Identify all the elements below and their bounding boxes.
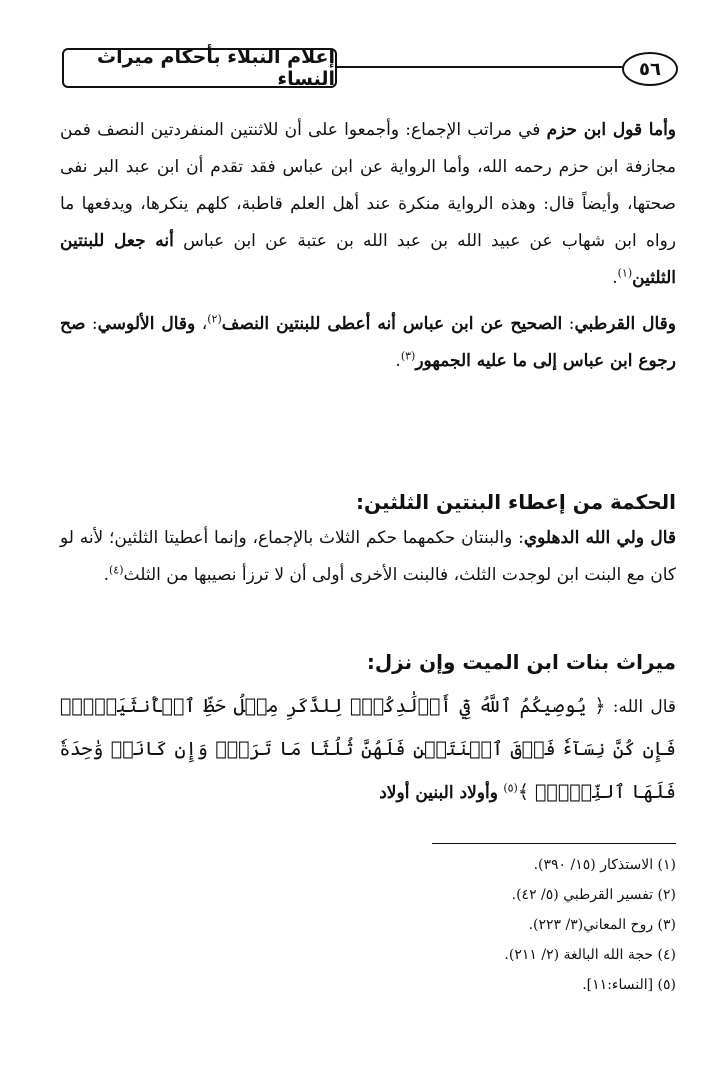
footnote-ref-2: (٢) <box>207 312 222 326</box>
footnotes <box>60 850 676 1000</box>
paragraph-bold: أنه جعل للبنتين الثلثين <box>60 231 676 288</box>
footnote-3: (٣) روح المعاني(٣/ ٢٢٣). <box>528 917 676 933</box>
paragraph-bold: وقال الألوسي <box>97 314 196 334</box>
section-heading-wisdom: الحكمة من إعطاء البنتين الثلثين: <box>356 490 676 514</box>
paragraph-lead: وقال القرطبي <box>574 314 677 334</box>
paragraph-end: . <box>395 351 401 371</box>
paragraph-end: . <box>612 268 618 288</box>
footnote-2: (٢) تفسير القرطبي (٥/ ٤٢). <box>511 887 676 903</box>
paragraph-bold: صح رجوع ابن عباس إلى ما عليه الجمهور <box>60 314 676 371</box>
paragraph-verse <box>60 685 676 814</box>
book-title: إعلام النبلاء بأحكام ميراث النساء <box>96 46 335 90</box>
footnote-ref-3: (٣) <box>400 349 416 363</box>
paragraph-text: ، <box>195 314 208 334</box>
header-rule <box>337 66 623 68</box>
footnote-separator <box>432 843 676 844</box>
footnote-4: (٤) حجة الله البالغة (٢/ ٢١١). <box>504 947 676 963</box>
section-heading-granddaughters: ميراث بنات ابن الميت وإن نزل: <box>366 650 676 674</box>
paragraph-lead: قال ولي الله الدهلوي <box>523 528 676 548</box>
quran-verse: ﴿ يُوصِيكُمُ ٱللَّهُ فِيٓ أَوۡلَٰدِكُمۡۖ لِلذَّكَرِ مِثۡلُ حَظِّ ٱلۡأُنثَيَيۡنِۚ فَإِن كُنَّ نِسَآءٗ فَوۡقَ ٱثۡنَتَيۡنِ فَلَهُنَّ ثُلُثَا مَا تَرَكَۖ وَإِن كَانَتۡ وَٰحِدَةٗ فَلَهَا ٱلنِّصۡفُۚ ﴾ <box>60 695 676 803</box>
paragraph-qurtubi <box>60 306 676 380</box>
paragraph-ibn-hazm <box>60 112 676 297</box>
paragraph-lead: وأما قول ابن حزم <box>546 120 677 140</box>
footnote-ref-1: (١) <box>617 266 633 280</box>
footnote-5: (٥) [النساء:١١]. <box>582 977 676 993</box>
paragraph-text: : والبنتان حكمهما حكم الثلاث بالإجماع، وإنما أعطيتا الثلثين؛ لأنه لو كان مع البنت ابن لوجدت الثلث، فالبنت الأخرى أولى أن لا ترزأ نصيبها من الثلث <box>60 528 676 585</box>
footnote-ref-5: (٥) <box>503 781 518 795</box>
book-title-box <box>62 48 337 88</box>
paragraph-bold: وأولاد البنين أولاد <box>379 783 498 803</box>
footnote-1: (١) الاستذكار (١٥/ ٣٩٠). <box>533 857 676 873</box>
paragraph-text: : <box>562 314 575 334</box>
paragraph-end: . <box>103 565 109 585</box>
page-number <box>622 52 678 86</box>
paragraph-text: قال الله: <box>605 697 676 717</box>
paragraph-text: في مراتب الإجماع: وأجمعوا على أن للاثنتين المنفردتين النصف فمن مجازفة ابن حزم رحمه الله، وأما الرواية عن ابن عباس فقد تقدم أن ابن عبد البر نفى صحتها، وأيضاً قال: وهذه الرواية منكرة عند أهل العلم قاطبة، كلهم ينكرها، ويدفعها ما رواه ابن شهاب عن عبيد الله بن عبد الله بن عتبة عن ابن عباس <box>60 120 676 251</box>
page-number-text: ٥٦ <box>639 58 661 80</box>
paragraph-text: : <box>85 314 98 334</box>
footnote-ref-4: (٤) <box>109 563 124 577</box>
paragraph-dehlawi <box>60 520 676 594</box>
paragraph-bold: الصحيح عن ابن عباس أنه أعطى للبنتين النصف <box>221 314 563 334</box>
